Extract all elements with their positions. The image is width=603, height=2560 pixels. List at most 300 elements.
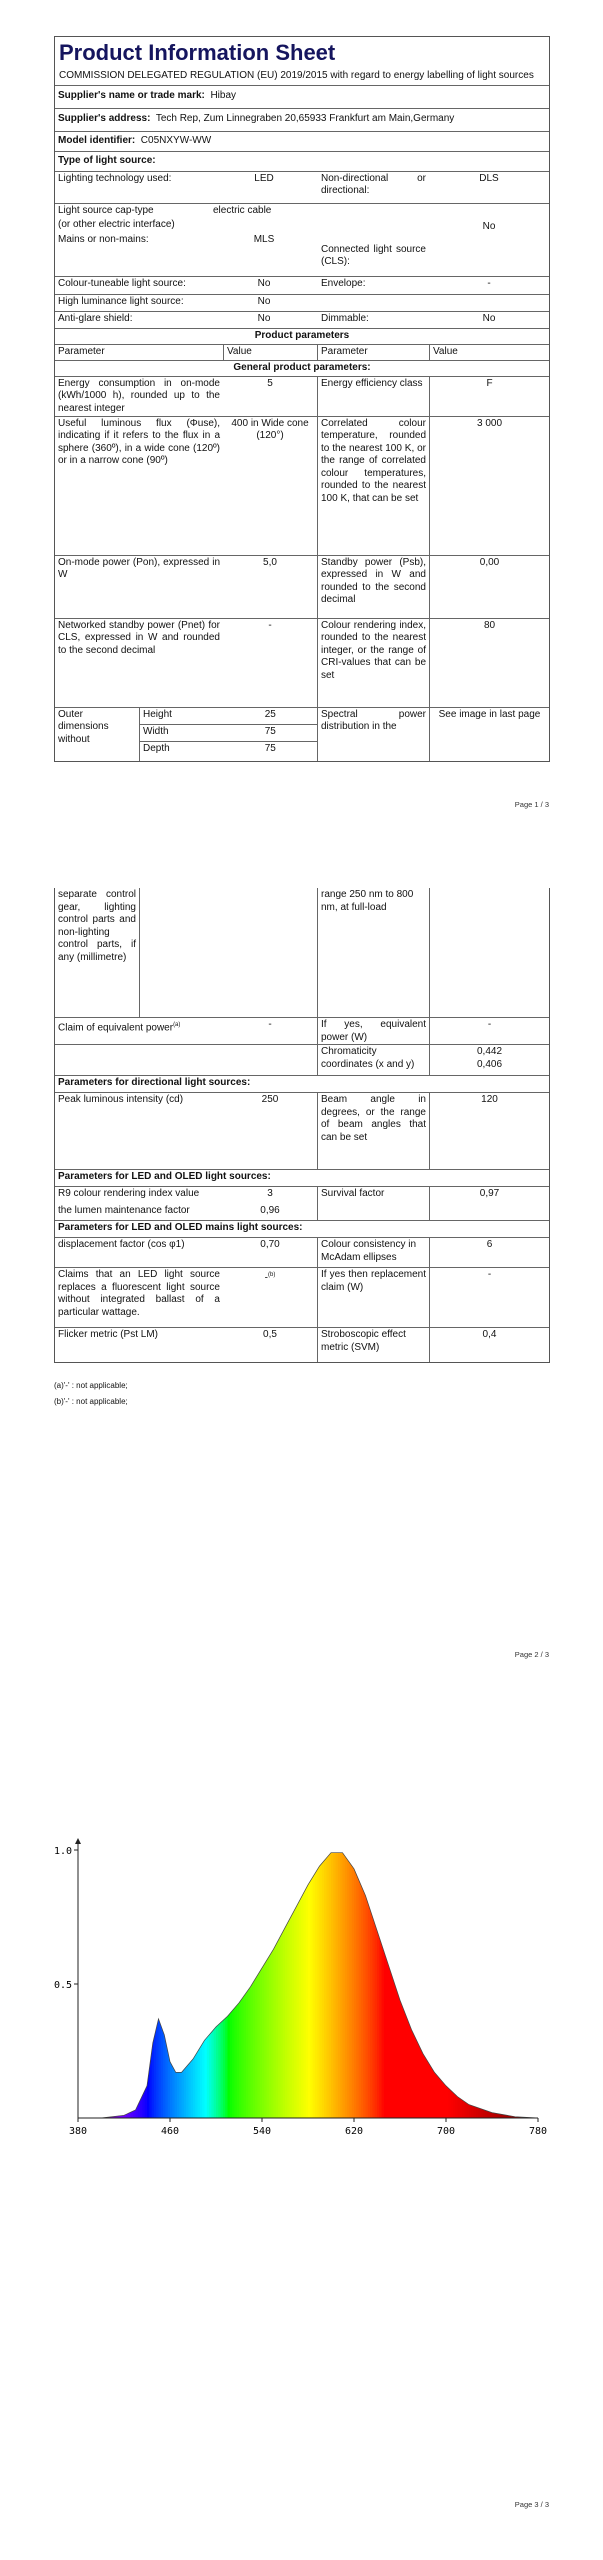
spectrum-band [165, 1846, 168, 2118]
mains-label: Mains or non-mains: [58, 233, 149, 245]
net-value: - [268, 619, 272, 631]
spectrum-band [490, 1846, 493, 2118]
spectrum-band [285, 1846, 288, 2118]
spectrum-band [255, 1846, 258, 2118]
spectrum-band [248, 1846, 251, 2118]
spectrum-band [391, 1846, 394, 2118]
supplier-name-value: Hibay [210, 90, 237, 102]
equiv-row [55, 1018, 549, 1045]
spectrum-band [241, 1846, 244, 2118]
spectrum-band [182, 1846, 185, 2118]
model-value: C05NXYW-WW [140, 134, 212, 146]
spectrum-band [108, 1846, 111, 2118]
spectrum-band [115, 1846, 118, 2118]
spectrum-band [271, 1846, 274, 2118]
spectrum-band [416, 1846, 419, 2118]
claims-value: - [264, 1272, 268, 1284]
spectrum-band [297, 1846, 300, 2118]
dimmable-label: Dimmable: [321, 312, 369, 324]
spectrum-band [425, 1846, 428, 2118]
spectrum-band [407, 1846, 410, 2118]
document-title: Product Information Sheet [59, 40, 336, 65]
spectrum-band [460, 1846, 463, 2118]
repl-value: - [429, 1268, 549, 1327]
col-param: Parameter [58, 345, 105, 357]
spectrum-band [492, 1846, 495, 2118]
spectrum-band [389, 1846, 392, 2118]
spectrum-band [269, 1846, 272, 2118]
spectrum-band [200, 1846, 203, 2118]
spectrum-band [494, 1846, 497, 2118]
spectrum-band [375, 1846, 378, 2118]
tech-label: Lighting technology used: [58, 172, 172, 184]
spectrum-band [395, 1846, 398, 2118]
spectrum-band [129, 1846, 132, 2118]
spectrum-band [529, 1846, 532, 2118]
spectrum-band [326, 1846, 329, 2118]
spectrum-band [170, 1846, 173, 2118]
spectrum-band [421, 1846, 424, 2118]
spectrum-band [476, 1846, 479, 2118]
spectrum-band [117, 1846, 120, 2118]
tune-row [55, 277, 549, 295]
dimmable-value: No [482, 312, 496, 324]
spectrum-band [359, 1846, 362, 2118]
spectrum-band [124, 1846, 127, 2118]
nondir-value: DLS [479, 172, 499, 184]
led-heading-row [55, 1170, 549, 1187]
spectrum-band [510, 1846, 513, 2118]
spectrum-band [520, 1846, 523, 2118]
disp-row [55, 1238, 549, 1268]
energy-value: 5 [267, 377, 273, 389]
spd-label: Spectral power distribution in the [317, 708, 429, 761]
y-tick-label: 1.0 [54, 1846, 72, 1857]
surv-label: Survival factor [317, 1187, 429, 1220]
beam-value: 120 [429, 1093, 549, 1169]
spectrum-band [292, 1846, 295, 2118]
spectrum-band [168, 1846, 171, 2118]
net-row [55, 619, 549, 708]
spectrum-band [329, 1846, 332, 2118]
spectrum-band [152, 1846, 155, 2118]
spectrum-band [361, 1846, 364, 2118]
col-param-2: Parameter [317, 345, 429, 360]
spectrum-band [483, 1846, 486, 2118]
general-heading-row [55, 361, 549, 377]
spectrum-band [464, 1846, 467, 2118]
params-heading: Product parameters [254, 329, 350, 341]
spectrum-band [90, 1846, 93, 2118]
cri-label: Colour rendering index, rounded to the nearest integer, or the range of CRI-values that can be set [317, 619, 429, 707]
spectrum-band [345, 1846, 348, 2118]
onpower-label: On-mode power (Pon), expressed in W [58, 556, 220, 580]
spectrum-band [423, 1846, 426, 2118]
equiv-w-label: If yes, equivalent power (W) [317, 1018, 429, 1044]
onpower-row [55, 556, 549, 619]
spectrum-band [310, 1846, 313, 2118]
spectrum-band [237, 1846, 240, 2118]
spectrum-band [230, 1846, 233, 2118]
disp-label: displacement factor (cos φ1) [58, 1239, 185, 1250]
spectrum-band [257, 1846, 260, 2118]
energy-label: Energy consumption in on-mode (kWh/1000 h), rounded up to the nearest integer [58, 377, 220, 414]
spectrum-band [175, 1846, 178, 2118]
supplier-address-label: Supplier's address: [58, 113, 151, 125]
lm-label: the lumen maintenance factor [58, 1204, 190, 1216]
spectrum-band [260, 1846, 263, 2118]
spectrum-band [280, 1846, 283, 2118]
spectrum-band [154, 1846, 157, 2118]
spectrum-band [264, 1846, 267, 2118]
spectrum-band [331, 1846, 334, 2118]
claims-sup: (b) [268, 1272, 276, 1278]
y-tick-label: 0.5 [54, 1980, 72, 1991]
spectrum-band [322, 1846, 325, 2118]
spectrum-band [191, 1846, 194, 2118]
spectrum-band [527, 1846, 530, 2118]
spectrum-band [106, 1846, 109, 2118]
spectrum-band [211, 1846, 214, 2118]
spectrum-band [354, 1846, 357, 2118]
spectrum-band [186, 1846, 189, 2118]
spectrum-band [110, 1846, 113, 2118]
spectral-power-chart [54, 1830, 550, 2170]
onpower-value: 5,0 [263, 556, 277, 568]
mcadam-value: 6 [429, 1238, 549, 1267]
spectrum-band [405, 1846, 408, 2118]
spectrum-band [163, 1846, 166, 2118]
spectrum-band [92, 1846, 95, 2118]
chroma-label: Chromaticity coordinates (x and y) [317, 1045, 429, 1075]
cct-label: Correlated colour temperature, rounded to the nearest 100 K, or the range of correlated colour temperatures, rounded to the nearest 100 K, that can be set [317, 417, 429, 555]
spectrum-band [87, 1846, 90, 2118]
spectrum-band [437, 1846, 440, 2118]
outer-label: Outer dimensions without [58, 708, 109, 745]
net-label: Networked standby power (Pnet) for CLS, expressed in W and rounded to the second decimal [58, 619, 220, 656]
params-heading-row [55, 329, 549, 345]
page1-sheet [54, 36, 550, 762]
spectrum-band [315, 1846, 318, 2118]
spectrum-band [276, 1846, 279, 2118]
y-axis-arrow [75, 1838, 81, 1844]
spectrum-band [513, 1846, 516, 2118]
spectrum-band [481, 1846, 484, 2118]
dir-heading-row [55, 1076, 549, 1093]
col-value: Value [223, 345, 317, 360]
spectrum-band [126, 1846, 129, 2118]
spectrum-band [159, 1846, 162, 2118]
spectrum-band [504, 1846, 507, 2118]
spectrum-band [287, 1846, 290, 2118]
supplier-address-value: Tech Rep, Zum Linnegraben 20,65933 Frankfurt am Main,Germany [155, 113, 455, 125]
spectrum-band [402, 1846, 405, 2118]
spectrum-band [267, 1846, 270, 2118]
highlum-row [55, 295, 549, 312]
spectrum-band [85, 1846, 88, 2118]
model-label: Model identifier: [58, 134, 136, 146]
params-header-row [55, 345, 549, 361]
outer-row [55, 708, 549, 761]
spectrum-band [188, 1846, 191, 2118]
spectrum-band [533, 1846, 536, 2118]
spectrum-band [301, 1846, 304, 2118]
spectrum-band [524, 1846, 527, 2118]
dir-heading: Parameters for directional light sources: [58, 1077, 251, 1088]
flicker-row [55, 1328, 549, 1362]
depth-value: 75 [264, 742, 276, 754]
spectrum-band [487, 1846, 490, 2118]
spectrum-band [193, 1846, 196, 2118]
spectrum-band [251, 1846, 254, 2118]
model-row [55, 132, 549, 152]
spectrum-band [320, 1846, 323, 2118]
r9-value: 3 [267, 1188, 273, 1199]
spectrum-band [207, 1846, 210, 2118]
supplier-name-row [55, 86, 549, 109]
height-label: Height [143, 708, 172, 720]
type-label: Type of light source: [58, 154, 156, 166]
repl-label: If yes then replacement claim (W) [317, 1268, 429, 1327]
spectrum-band [225, 1846, 228, 2118]
spectrum-band [435, 1846, 438, 2118]
spectrum-band [366, 1846, 369, 2118]
general-heading: General product parameters: [233, 361, 371, 373]
spectrum-band [497, 1846, 500, 2118]
spectrum-band [232, 1846, 235, 2118]
spectrum-band [531, 1846, 534, 2118]
spectrum-band [336, 1846, 339, 2118]
spectrum-band [317, 1846, 320, 2118]
spectrum-band [474, 1846, 477, 2118]
height-value: 25 [264, 708, 276, 720]
chroma-x: 0,442 [476, 1046, 503, 1057]
mains-heading: Parameters for LED and OLED mains light sources: [58, 1222, 303, 1233]
spectrum-band [455, 1846, 458, 2118]
spectrum-band [428, 1846, 431, 2118]
spd-value: See image in last page [429, 708, 549, 761]
spectrum-band [161, 1846, 164, 2118]
flicker-value: 0,5 [263, 1329, 277, 1340]
spectrum-band [444, 1846, 447, 2118]
spectrum-band [393, 1846, 396, 2118]
spectrum-band [439, 1846, 442, 2118]
spectrum-band [430, 1846, 433, 2118]
spectrum-band [441, 1846, 444, 2118]
width-value: 75 [264, 725, 276, 737]
lm-value: 0,96 [260, 1204, 280, 1216]
spectrum-band [368, 1846, 371, 2118]
svm-value: 0,4 [429, 1328, 549, 1362]
highlum-value: No [257, 295, 271, 307]
cap-label: Light source cap-type [58, 204, 154, 216]
spectrum-band [179, 1846, 182, 2118]
r9-row [55, 1187, 549, 1221]
mcadam-label: Colour consistency in McAdam ellipses [317, 1238, 429, 1267]
spectrum-band [453, 1846, 456, 2118]
spectrum-band [209, 1846, 212, 2118]
spectrum-band [478, 1846, 481, 2118]
spectrum-band [184, 1846, 187, 2118]
spectrum-band [99, 1846, 102, 2118]
glare-label: Anti-glare shield: [58, 312, 133, 324]
equiv-w-value: - [429, 1018, 549, 1044]
spectrum-band [409, 1846, 412, 2118]
r9-label: R9 colour rendering index value [58, 1188, 200, 1199]
spectrum-band [140, 1846, 143, 2118]
document-subtitle: COMMISSION DELEGATED REGULATION (EU) 2019/2015 with regard to energy labelling of light sources [59, 70, 534, 81]
spectrum-band [142, 1846, 145, 2118]
claims-label: Claims that an LED light source replaces a fluorescent light source without integrated ballast of a particular wattage. [58, 1269, 220, 1318]
spectrum-band [372, 1846, 375, 2118]
peak-value: 250 [261, 1094, 279, 1105]
spectrum-band [202, 1846, 205, 2118]
flux-label: Useful luminous flux (Φuse), indicating if it refers to the flux in a sphere (360º), in a wide cone (120º) or in a narrow cone (90º) [58, 417, 220, 466]
mains-heading-row [55, 1221, 549, 1238]
spectrum-band [386, 1846, 389, 2118]
spectrum-band [228, 1846, 231, 2118]
spectrum-band [308, 1846, 311, 2118]
x-tick-label: 380 [68, 2126, 88, 2137]
spectrum-band [239, 1846, 242, 2118]
energy-row [55, 377, 549, 417]
spectrum-band [418, 1846, 421, 2118]
cap-label-2: (or other electric interface) [58, 219, 175, 230]
supplier-name-label: Supplier's name or trade mark: [58, 90, 205, 102]
spectrum-band [221, 1846, 224, 2118]
spectrum-band [119, 1846, 122, 2118]
disp-value: 0,70 [260, 1239, 280, 1250]
cri-value: 80 [429, 619, 549, 707]
spectrum-band [262, 1846, 265, 2118]
spectrum-band [462, 1846, 465, 2118]
spectrum-band [349, 1846, 352, 2118]
spectrum-band [522, 1846, 525, 2118]
cap-row [55, 204, 549, 277]
spectrum-band [338, 1846, 341, 2118]
spectrum-band [363, 1846, 366, 2118]
spectrum-band [382, 1846, 385, 2118]
spectrum-band [414, 1846, 417, 2118]
spd-cont-label: range 250 nm to 800 nm, at full-load [317, 888, 429, 1017]
spectrum-band [303, 1846, 306, 2118]
spectrum-band [290, 1846, 293, 2118]
tune-label: Colour-tuneable light source: [58, 277, 186, 289]
spectrum-band [96, 1846, 99, 2118]
spectrum-band [469, 1846, 472, 2118]
flux-row [55, 417, 549, 556]
spectrum-band [467, 1846, 470, 2118]
spectrum-band [446, 1846, 449, 2118]
chroma-y: 0,406 [476, 1058, 503, 1070]
depth-label: Depth [143, 742, 170, 754]
envelope-label: Envelope: [321, 277, 366, 289]
page-number-1: Page 1 / 3 [514, 800, 549, 809]
spectrum-band [294, 1846, 297, 2118]
tech-row [55, 172, 549, 204]
spectrum-band [536, 1846, 539, 2118]
spectrum-band [471, 1846, 474, 2118]
spectrum-band [156, 1846, 159, 2118]
spectrum-band [283, 1846, 286, 2118]
spectrum-band [177, 1846, 180, 2118]
supplier-address-row [55, 109, 549, 132]
spectrum-band [113, 1846, 116, 2118]
page-number-2: Page 2 / 3 [514, 1650, 549, 1659]
outer-cont-row [55, 888, 549, 1018]
width-label: Width [143, 725, 169, 737]
spectrum-band [347, 1846, 350, 2118]
title-block [55, 37, 549, 86]
spectrum-band [501, 1846, 504, 2118]
spectrum-band [384, 1846, 387, 2118]
spectrum-band [448, 1846, 451, 2118]
flux-value: 400 in Wide cone (120°) [231, 417, 309, 441]
spectrum-band [131, 1846, 134, 2118]
spectrum-band [400, 1846, 403, 2118]
spectrum-band [458, 1846, 461, 2118]
beam-label: Beam angle in degrees, or the range of beam angles that can be set [317, 1093, 429, 1169]
spectrum-band [356, 1846, 359, 2118]
spectrum-band [517, 1846, 520, 2118]
spectrum-band [274, 1846, 277, 2118]
spectrum-band [133, 1846, 136, 2118]
standby-label: Standby power (Psb), expressed in W and rounded to the second decimal [317, 556, 429, 618]
equiv-label: Claim of equivalent power [58, 1022, 174, 1034]
tune-value: No [257, 277, 271, 289]
col-value-2: Value [429, 345, 549, 360]
spectrum-band [377, 1846, 380, 2118]
spectrum-band [343, 1846, 346, 2118]
cap-value: electric cable [213, 204, 272, 216]
glare-row [55, 312, 549, 329]
spectrum-band [216, 1846, 219, 2118]
spectrum-band [223, 1846, 226, 2118]
x-tick-label: 780 [528, 2126, 548, 2137]
spectrum-band [485, 1846, 488, 2118]
spectrum-band [451, 1846, 454, 2118]
cct-value: 3 000 [429, 417, 549, 555]
spectrum-band [94, 1846, 97, 2118]
spectrum-band [499, 1846, 502, 2118]
type-row [55, 152, 549, 172]
spectrum-fill [78, 1846, 538, 2118]
spectrum-band [278, 1846, 281, 2118]
spectrum-band [101, 1846, 104, 2118]
equiv-value: - [268, 1019, 272, 1030]
peak-row [55, 1093, 549, 1170]
spectrum-band [214, 1846, 217, 2118]
eclass-label: Energy efficiency class [317, 377, 429, 416]
glare-value: No [257, 312, 271, 324]
spectrum-band [136, 1846, 139, 2118]
tech-value: LED [254, 172, 274, 184]
spectrum-band [244, 1846, 247, 2118]
standby-value: 0,00 [429, 556, 549, 618]
x-tick-label: 620 [344, 2126, 364, 2137]
spectrum-band [412, 1846, 415, 2118]
spectrum-band [122, 1846, 125, 2118]
footnote-b: (b)'-' : not applicable; [54, 1397, 128, 1406]
spectrum-band [340, 1846, 343, 2118]
page2-sheet [54, 888, 550, 1363]
spectrum-band [352, 1846, 355, 2118]
equiv-sup: (a) [173, 1022, 181, 1028]
spectrum-band [80, 1846, 83, 2118]
spectrum-band [103, 1846, 106, 2118]
cls-value: No [482, 220, 496, 232]
spectrum-band [234, 1846, 237, 2118]
